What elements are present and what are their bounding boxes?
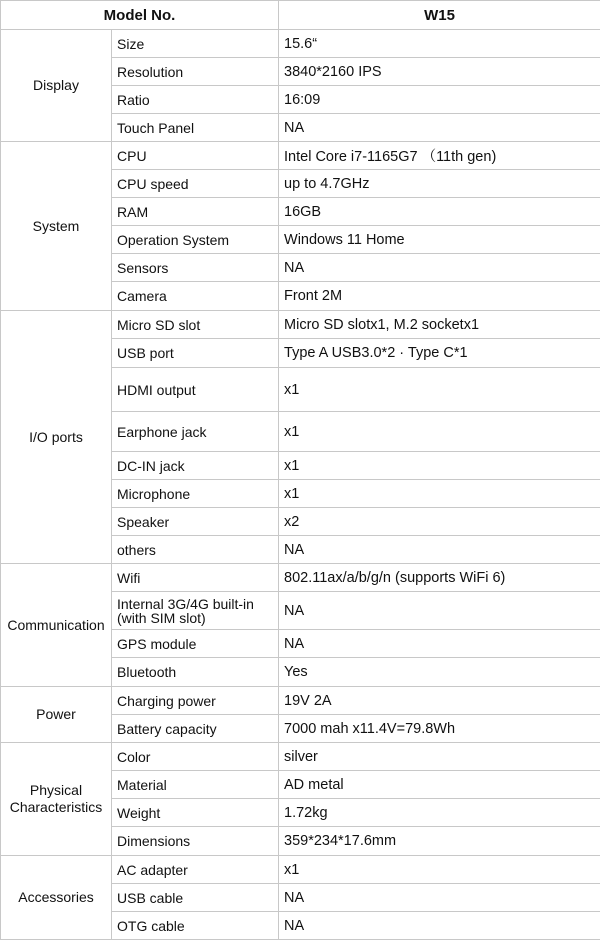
spec-key: Resolution — [112, 58, 279, 86]
spec-value: 7000 mah x11.4V=79.8Wh — [279, 715, 600, 743]
spec-value: 802.11ax/a/b/g/n (supports WiFi 6) — [279, 564, 600, 592]
spec-value: up to 4.7GHz — [279, 170, 600, 198]
spec-key: Battery capacity — [112, 715, 279, 743]
spec-value: x1 — [279, 412, 600, 452]
spec-key: Ratio — [112, 86, 279, 114]
spec-key: Material — [112, 771, 279, 799]
spec-row — [1, 142, 600, 170]
spec-value: x1 — [279, 480, 600, 508]
spec-key: Wifi — [112, 564, 279, 592]
spec-value: 19V 2A — [279, 687, 600, 715]
model-value-header: W15 — [279, 1, 600, 30]
header-row — [1, 1, 600, 30]
spec-value: x2 — [279, 508, 600, 536]
spec-value: Front 2M — [279, 282, 600, 311]
spec-value: NA — [279, 630, 600, 658]
spec-value: Micro SD slotx1, M.2 socketx1 — [279, 311, 600, 339]
spec-value: 359*234*17.6mm — [279, 827, 600, 856]
spec-key: DC-IN jack — [112, 452, 279, 480]
spec-row — [1, 687, 600, 715]
spec-key: USB port — [112, 339, 279, 368]
spec-value: 16:09 — [279, 86, 600, 114]
spec-value: Windows 11 Home — [279, 226, 600, 254]
spec-key: CPU — [112, 142, 279, 170]
spec-row — [1, 564, 600, 592]
spec-key: Internal 3G/4G built-in (with SIM slot) — [112, 592, 279, 630]
category-label: Physical Characteristics — [1, 743, 112, 856]
spec-value: x1 — [279, 856, 600, 884]
spec-row — [1, 30, 600, 58]
spec-key: others — [112, 536, 279, 564]
category-label: Power — [1, 687, 112, 743]
spec-value: NA — [279, 884, 600, 912]
spec-key: GPS module — [112, 630, 279, 658]
spec-key: AC adapter — [112, 856, 279, 884]
spec-key: Dimensions — [112, 827, 279, 856]
model-no-header: Model No. — [1, 1, 279, 30]
spec-value: NA — [279, 536, 600, 564]
spec-value: 3840*2160 IPS — [279, 58, 600, 86]
category-label: Accessories — [1, 856, 112, 940]
spec-key: HDMI output — [112, 368, 279, 412]
spec-key: Microphone — [112, 480, 279, 508]
spec-value: x1 — [279, 452, 600, 480]
spec-value: NA — [279, 254, 600, 282]
spec-value: silver — [279, 743, 600, 771]
spec-value: 15.6“ — [279, 30, 600, 58]
spec-key: USB cable — [112, 884, 279, 912]
spec-value: NA — [279, 114, 600, 142]
spec-value: 16GB — [279, 198, 600, 226]
spec-key: CPU speed — [112, 170, 279, 198]
spec-key: Touch Panel — [112, 114, 279, 142]
spec-row — [1, 311, 600, 339]
spec-key: Color — [112, 743, 279, 771]
spec-value: 1.72kg — [279, 799, 600, 827]
spec-value: x1 — [279, 368, 600, 412]
spec-key: RAM — [112, 198, 279, 226]
category-label: Communication — [1, 564, 112, 687]
spec-value: Intel Core i7-1165G7 （11th gen) — [279, 142, 600, 170]
spec-key: Camera — [112, 282, 279, 311]
spec-key: Charging power — [112, 687, 279, 715]
spec-body — [1, 30, 600, 940]
spec-value: AD metal — [279, 771, 600, 799]
category-label: Display — [1, 30, 112, 142]
spec-row — [1, 856, 600, 884]
spec-key: Bluetooth — [112, 658, 279, 687]
spec-value: NA — [279, 592, 600, 630]
spec-key: OTG cable — [112, 912, 279, 940]
spec-row — [1, 743, 600, 771]
spec-key: Weight — [112, 799, 279, 827]
spec-value: Type A USB3.0*2 · Type C*1 — [279, 339, 600, 368]
category-label: I/O ports — [1, 311, 112, 564]
spec-value: NA — [279, 912, 600, 940]
spec-key: Micro SD slot — [112, 311, 279, 339]
spec-key: Size — [112, 30, 279, 58]
spec-key: Speaker — [112, 508, 279, 536]
spec-key: Sensors — [112, 254, 279, 282]
spec-key: Earphone jack — [112, 412, 279, 452]
spec-key: Operation System — [112, 226, 279, 254]
spec-value: Yes — [279, 658, 600, 687]
category-label: System — [1, 142, 112, 311]
